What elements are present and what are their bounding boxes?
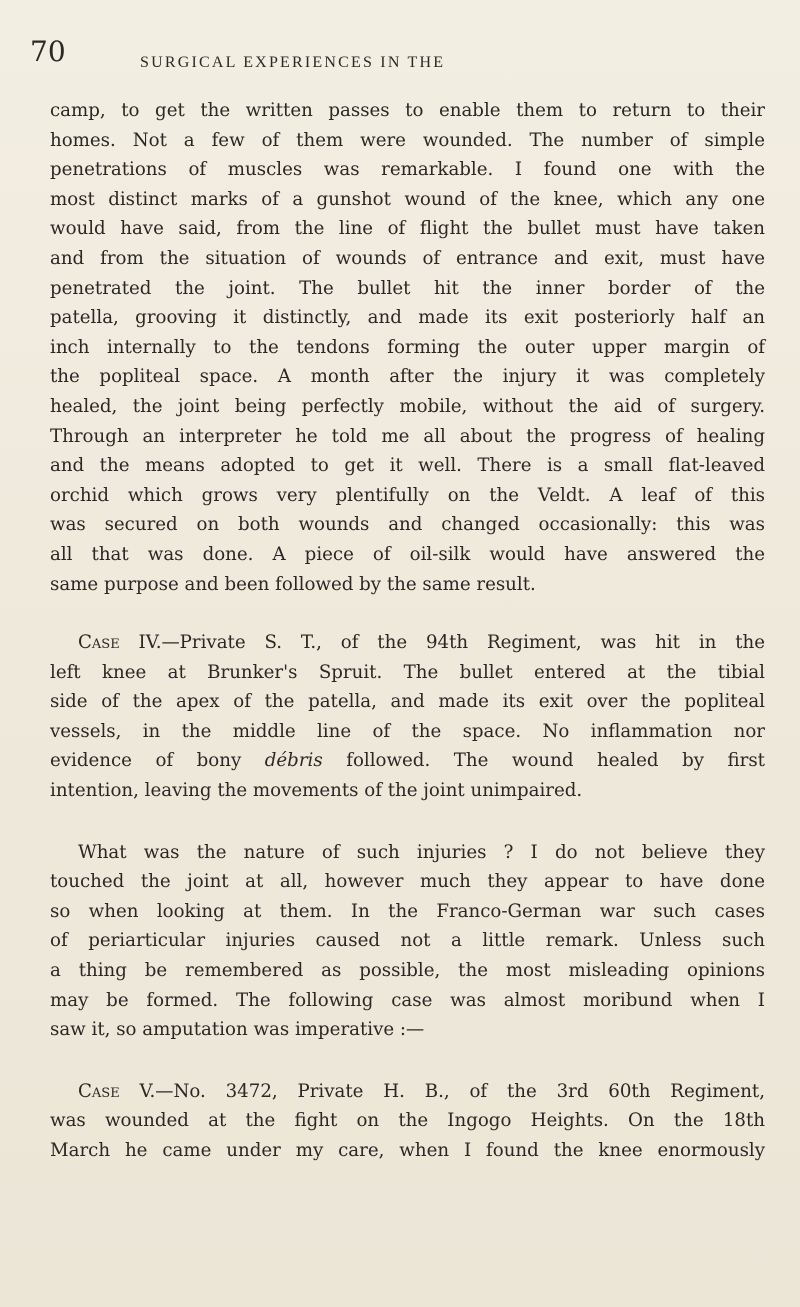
text-line: [50, 1077, 765, 1107]
text-line: may be formed. The following case was almost moribund when I: [50, 989, 765, 1011]
text-run: evidence of bony: [50, 750, 265, 772]
text-run: followed. The wound healed by first: [322, 750, 765, 772]
text-line: Through an interpreter he told me all about the progress of healing: [50, 425, 765, 447]
text-line: most distinct marks of a gunshot wound of the knee, which any one: [50, 188, 765, 210]
text-line: side of the apex of the patella, and made its exit over the popliteal: [50, 691, 765, 713]
text-line: penetrated the joint. The bullet hit the inner border of the: [50, 277, 765, 299]
text-line: was wounded at the fight on the Ingogo Heights. On the 18th: [50, 1110, 765, 1132]
body-text: [50, 96, 765, 1166]
text-line: intention, leaving the movements of the joint unimpaired.: [50, 780, 583, 802]
text-line: saw it, so amputation was imperative :—: [50, 1019, 425, 1041]
text-line: [50, 746, 765, 776]
text-line: left knee at Brunker's Spruit. The bullet entered at the tibial: [50, 661, 765, 683]
paragraph-1: [50, 96, 765, 599]
text-line: What was the nature of such injuries ? I do not believe they: [78, 841, 765, 863]
text-line: orchid which grows very plentifully on the Veldt. A leaf of this: [50, 484, 765, 506]
text-line: homes. Not a few of them were wounded. The number of simple: [50, 129, 765, 151]
text-line: so when looking at them. In the Franco-German war such cases: [50, 900, 765, 922]
text-line: same purpose and been followed by the same result.: [50, 573, 536, 595]
text-line: camp, to get the written passes to enable them to return to their: [50, 100, 765, 121]
text-line: healed, the joint being perfectly mobile, without the aid of surgery.: [50, 395, 765, 417]
text-run: —No. 3472, Private H. B., of the 3rd 60th Regiment,: [155, 1080, 766, 1102]
text-run: —Private S. T., of the 94th Regiment, was hit in the: [161, 632, 766, 654]
paragraph-case-v: [50, 1077, 765, 1166]
text-line: the popliteal space. A month after the injury it was completely: [50, 366, 765, 388]
running-head: SURGICAL EXPERIENCES IN THE: [140, 54, 446, 71]
paragraph-3: [50, 838, 765, 1045]
case-label: Case V.: [78, 1080, 156, 1102]
text-line: touched the joint at all, however much they appear to have done: [50, 871, 765, 893]
text-line: penetrations of muscles was remarkable. I found one with the: [50, 159, 765, 181]
text-line: would have said, from the line of flight the bullet must have taken: [50, 218, 765, 240]
text-line: and from the situation of wounds of entrance and exit, must have: [50, 247, 765, 269]
text-line: was secured on both wounds and changed occasionally: this was: [50, 514, 765, 536]
text-line: [50, 628, 765, 658]
paragraph-case-iv: [50, 628, 765, 806]
italic-word: débris: [264, 750, 323, 772]
text-line: March he came under my care, when I found the knee enormously: [50, 1140, 765, 1161]
text-line: vessels, in the middle line of the space. No inflammation nor: [50, 720, 765, 742]
text-line: all that was done. A piece of oil-silk would have answered the: [50, 543, 765, 565]
text-line: inch internally to the tendons forming the outer upper margin of: [50, 336, 765, 358]
text-line: a thing be remembered as possible, the most misleading opinions: [50, 960, 765, 982]
text-line: and the means adopted to get it well. There is a small flat-leaved: [50, 455, 765, 477]
page-number: 70: [30, 35, 66, 68]
text-line: of periarticular injuries caused not a little remark. Unless such: [50, 930, 765, 952]
case-label: Case IV.: [78, 632, 162, 654]
text-line: patella, grooving it distinctly, and made its exit posteriorly half an: [50, 307, 765, 329]
page-header: [0, 0, 800, 90]
